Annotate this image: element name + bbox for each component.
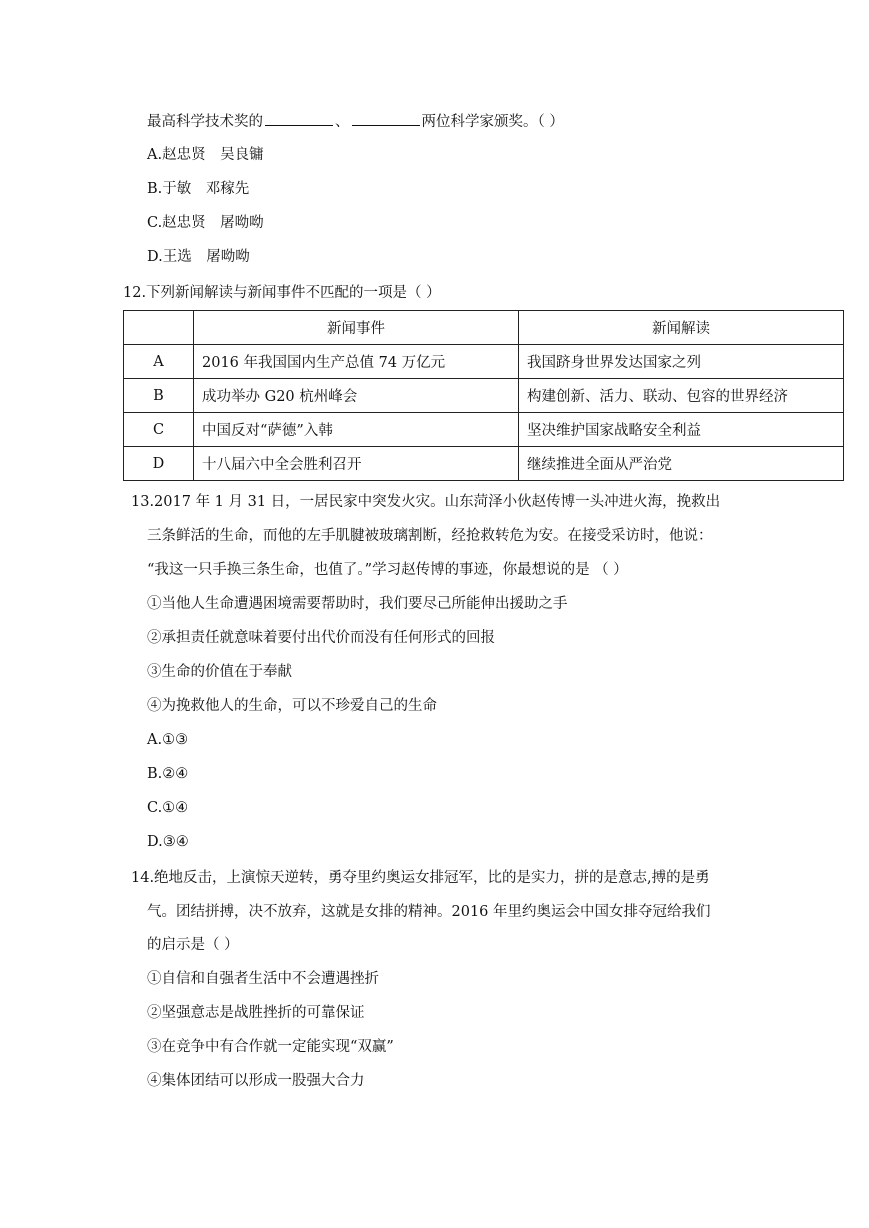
q14-statement-1: ①自信和自强者生活中不会遭遇挫折 <box>147 971 379 987</box>
news-table <box>123 310 844 481</box>
table-row <box>124 379 844 413</box>
q13-statement-3: ③生命的价值在于奉献 <box>147 664 292 680</box>
q13-option-c: C.①④ <box>147 800 189 816</box>
row-event: 2016 年我国国内生产总值 74 万亿元 <box>194 345 519 379</box>
q14-stem-line-2: 气。团结拼搏，决不放弃，这就是女排的精神。2016 年里约奥运会中国女排夺冠给我们 <box>147 904 711 920</box>
table-header-reading: 新闻解读 <box>519 311 844 345</box>
q13-option-a: A.①③ <box>147 732 189 748</box>
row-label: A <box>124 345 194 379</box>
row-reading: 坚决维护国家战略安全利益 <box>519 413 844 447</box>
row-event: 十八届六中全会胜利召开 <box>194 447 519 481</box>
q14-statement-2: ②坚强意志是战胜挫折的可靠保证 <box>147 1005 365 1021</box>
row-label: B <box>124 379 194 413</box>
q12-stem: 12.下列新闻解读与新闻事件不匹配的一项是（ ） <box>123 285 441 301</box>
q13-stem-line-3: “我这一只手换三条生命，也值了。”学习赵传博的事迹，你最想说的是 （ ） <box>147 562 628 578</box>
q11-answer-blank-2 <box>352 111 420 126</box>
q11-answer-blank-1 <box>265 111 333 126</box>
q11-stem <box>147 111 564 132</box>
q11-option-d: D.王选 屠呦呦 <box>147 249 250 265</box>
table-row <box>124 345 844 379</box>
q14-statement-3: ③在竞争中有合作就一定能实现“双赢” <box>147 1039 394 1055</box>
row-label: D <box>124 447 194 481</box>
row-event: 成功举办 G20 杭州峰会 <box>194 379 519 413</box>
q14-statement-4: ④集体团结可以形成一股强大合力 <box>147 1073 365 1089</box>
q13-option-b: B.②④ <box>147 766 189 782</box>
q14-stem-line-3: 的启示是（ ） <box>147 937 239 953</box>
table-header-event: 新闻事件 <box>194 311 519 345</box>
q13-statement-1: ①当他人生命遭遇困境需要帮助时，我们要尽己所能伸出援助之手 <box>147 596 568 612</box>
q11-stem-sep: 、 <box>335 114 350 130</box>
q11-option-b: B.于敏 邓稼先 <box>147 181 250 197</box>
row-label: C <box>124 413 194 447</box>
row-reading: 构建创新、活力、联动、包容的世界经济 <box>519 379 844 413</box>
q13-stem-line-1: 13.2017 年 1 月 31 日，一居民家中突发火灾。山东菏泽小伙赵传博一头冲进火海，挽救出 <box>131 494 721 510</box>
row-reading: 我国跻身世界发达国家之列 <box>519 345 844 379</box>
table-header-row <box>124 311 844 345</box>
table-row <box>124 413 844 447</box>
q13-statement-2: ②承担责任就意味着要付出代价而没有任何形式的回报 <box>147 630 495 646</box>
q11-option-a: A.赵忠贤 吴良镛 <box>147 147 264 163</box>
q11-option-c: C.赵忠贤 屠呦呦 <box>147 215 264 231</box>
table-header-label <box>124 311 194 345</box>
q11-stem-before: 最高科学技术奖的 <box>147 114 263 130</box>
row-reading: 继续推进全面从严治党 <box>519 447 844 481</box>
q13-stem-line-2: 三条鲜活的生命，而他的左手肌腱被玻璃割断，经抢救转危为安。在接受采访时，他说： <box>147 528 713 544</box>
table-row <box>124 447 844 481</box>
q13-statement-4: ④为挽救他人的生命，可以不珍爱自己的生命 <box>147 698 437 714</box>
q13-option-d: D.③④ <box>147 834 189 850</box>
row-event: 中国反对“萨德”入韩 <box>194 413 519 447</box>
q14-stem-line-1: 14.绝地反击，上演惊天逆转，勇夺里约奥运女排冠军，比的是实力，拼的是意志,搏的是勇 <box>131 870 710 886</box>
q11-stem-after: 两位科学家颁奖。（ ） <box>421 114 564 130</box>
